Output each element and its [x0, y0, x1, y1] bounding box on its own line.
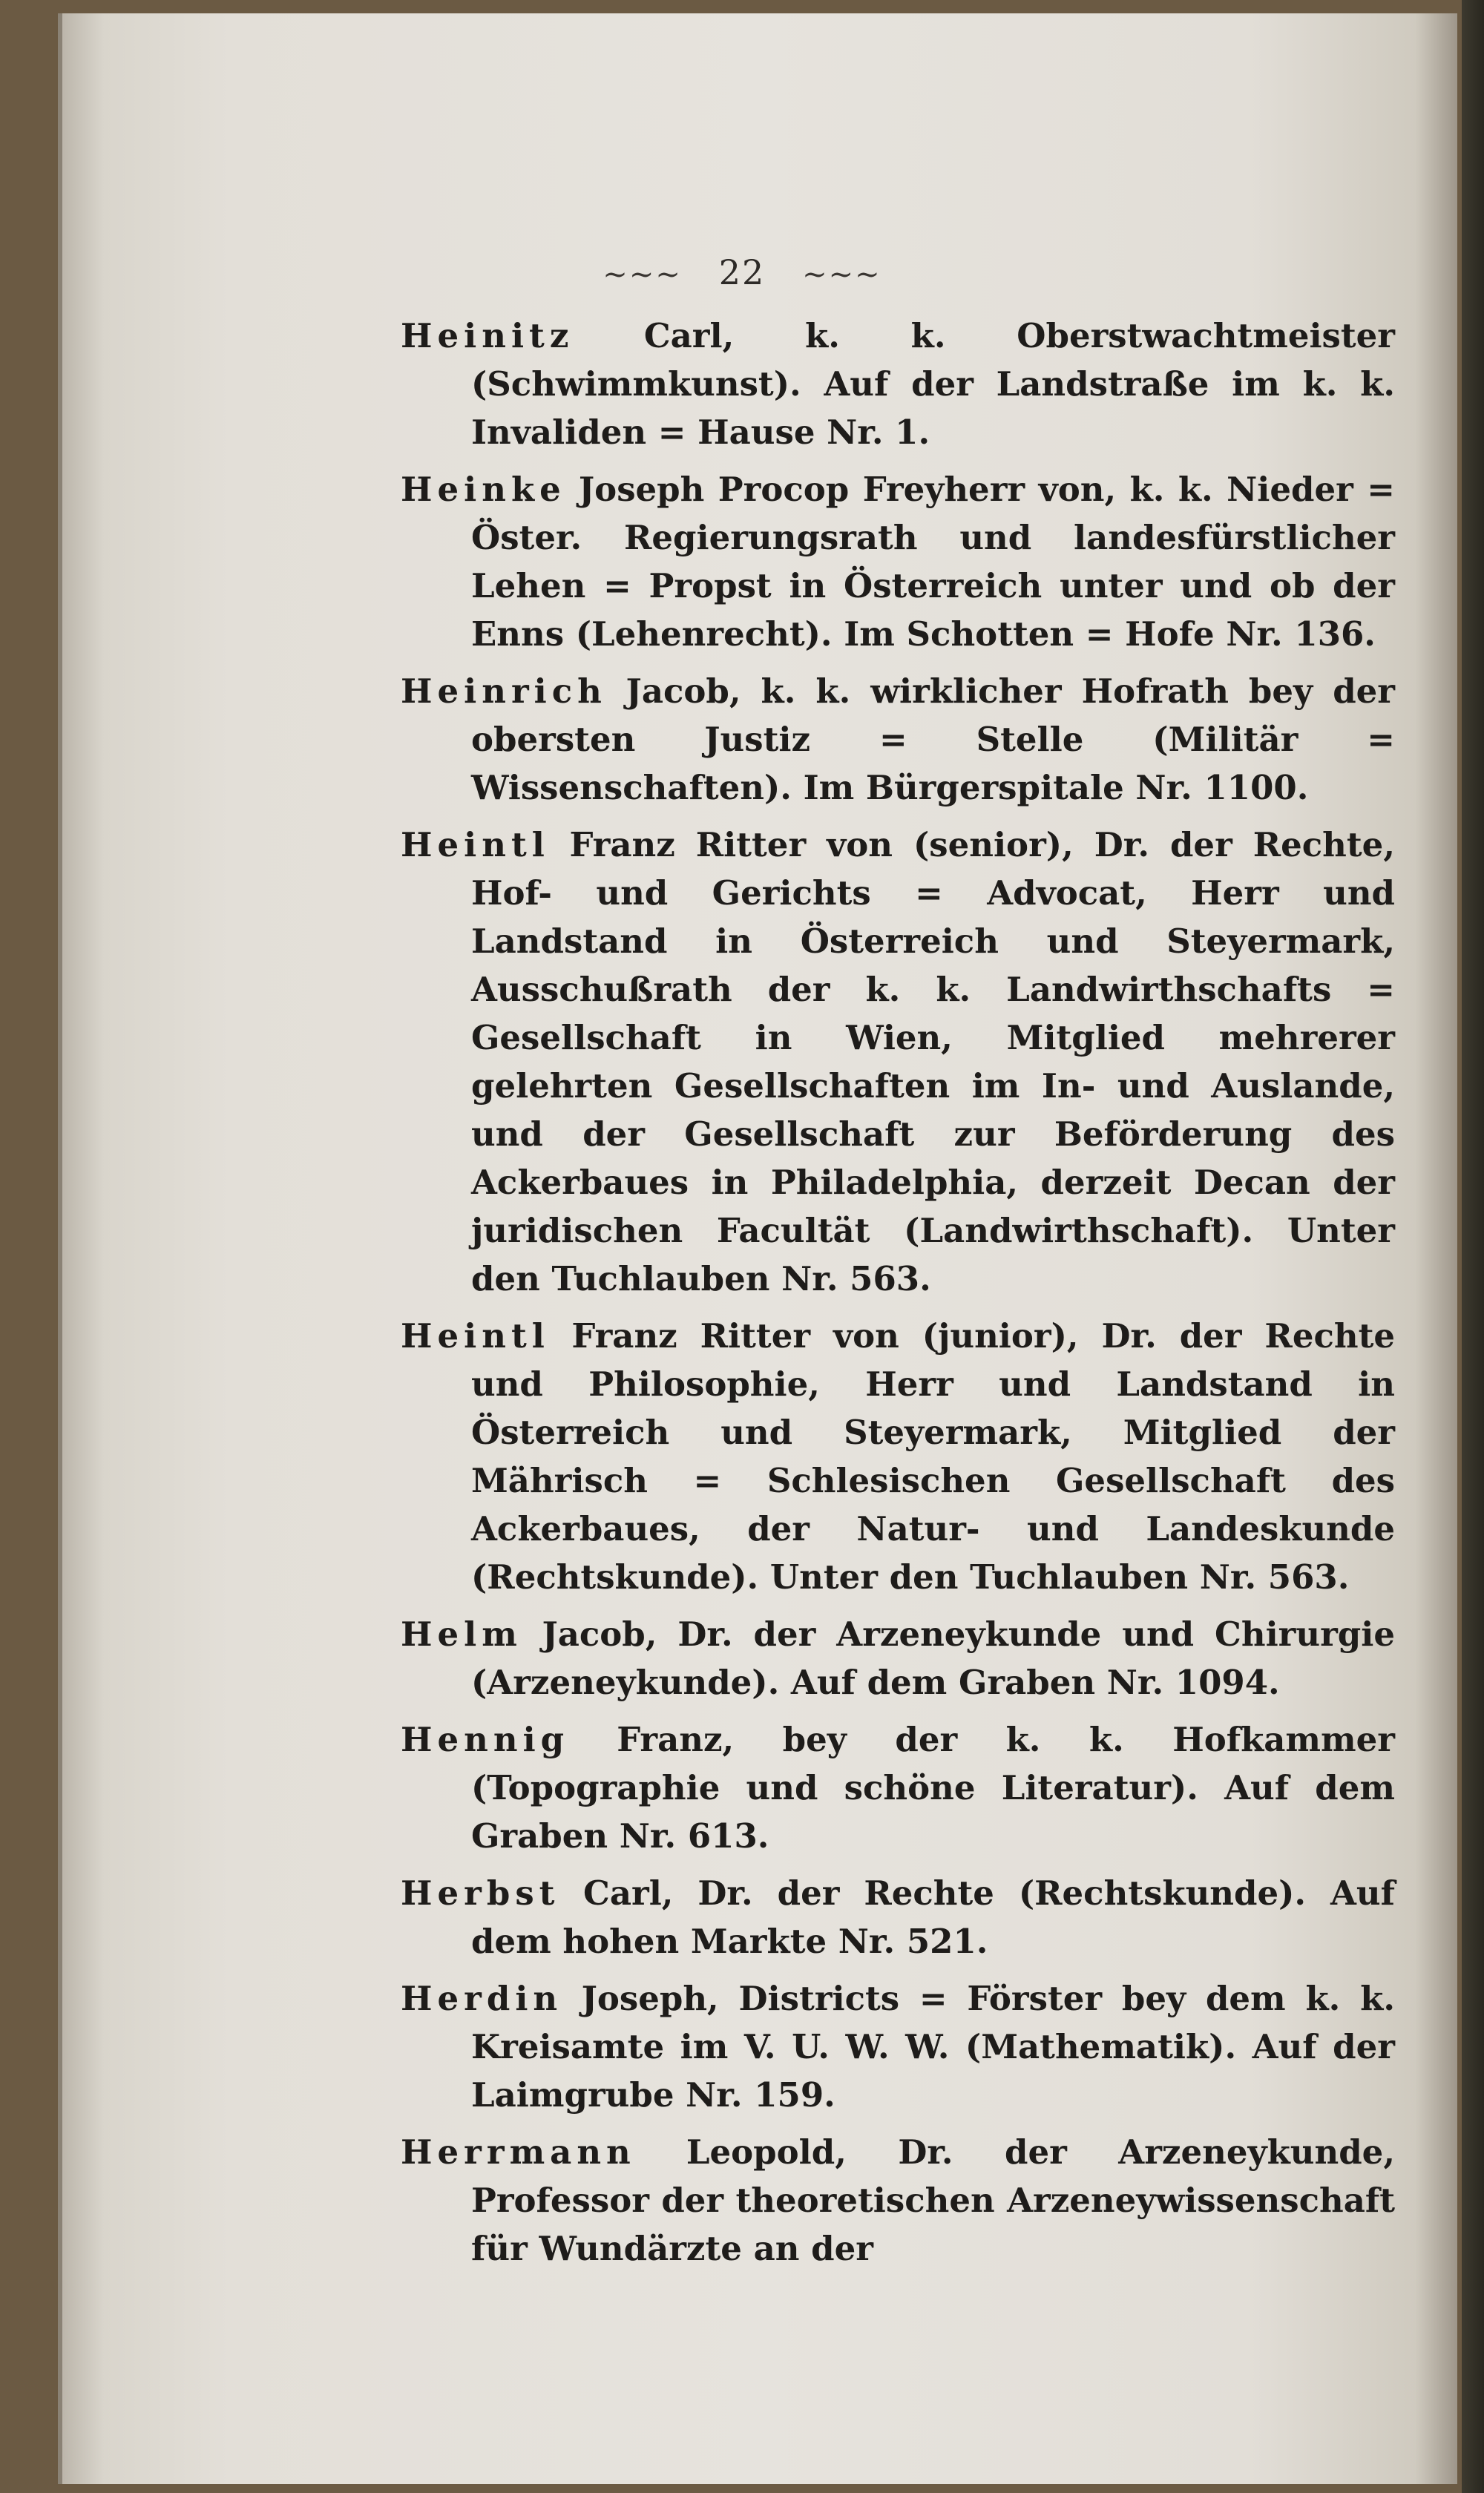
entry-helm	[401, 1610, 1395, 1707]
entry-name: Hennig	[401, 1720, 570, 1759]
entry-name: Heinrich	[401, 671, 607, 711]
entry-heintl-junior	[401, 1312, 1395, 1601]
entry-name: Heinke	[401, 470, 566, 509]
entry-text: Franz Ritter von (junior), Dr. der Rechte und Philosophie, Herr und Landstand in Österreich und Steyermark, Mitglied der Mährisch = Schlesischen Gesellschaft des Ackerbaues, der Natur- und Landeskunde (Rechtskunde). Unter den Tuchlauben Nr. 563.	[471, 1316, 1395, 1597]
entry-text: Carl, k. k. Oberstwachtmeister (Schwimmkunst). Auf der Landstraße im k. k. Invaliden = Hause Nr. 1.	[471, 316, 1395, 452]
page-header	[594, 252, 890, 292]
entry-text: Joseph, Districts = Förster bey dem k. k. Kreisamte im V. U. W. W. (Mathematik). Auf der Laimgrube Nr. 159.	[471, 1979, 1395, 2115]
entry-text: Franz, bey der k. k. Hofkammer (Topographie und schöne Literatur). Auf dem Graben Nr. 613.	[471, 1720, 1395, 1856]
entry-text: Joseph Procop Freyherr von, k. k. Nieder = Öster. Regierungsrath und landesfürstlicher Lehen = Propst in Österreich unter und ob der Enns (Lehenrecht). Im Schotten = Hofe Nr. 136.	[471, 470, 1395, 654]
entry-text: Jacob, Dr. der Arzeneykunde und Chirurgie (Arzeneykunde). Auf dem Graben Nr. 1094.	[471, 1615, 1396, 1702]
header-ornament-right: ~~~	[802, 257, 881, 292]
entry-name: Heinitz	[401, 316, 574, 355]
entry-text: Jacob, k. k. wirklicher Hofrath bey der obersten Justiz = Stelle (Militär = Wissenschaften). Im Bürgerspitale Nr. 1100.	[471, 671, 1395, 807]
entry-name: Heintl	[401, 1316, 550, 1356]
entry-heinrich	[401, 667, 1395, 812]
page-number: 22	[718, 252, 766, 292]
header-ornament-left: ~~~	[603, 257, 682, 292]
entry-heintl-senior	[401, 821, 1395, 1303]
entry-text: Leopold, Dr. der Arzeneykunde, Professor der theoretischen Arzeneywissenschaft für Wundärzte an der	[471, 2132, 1395, 2268]
entry-name: Helm	[401, 1615, 522, 1654]
entry-heinitz	[401, 312, 1395, 456]
directory-entries	[401, 312, 1395, 2282]
entry-herdin	[401, 1974, 1395, 2119]
entry-hennig	[401, 1715, 1395, 1860]
page-edge	[1462, 0, 1484, 2493]
entry-text: Franz Ritter von (senior), Dr. der Rechte, Hof- und Gerichts = Advocat, Herr und Landstand in Österreich und Steyermark, Ausschußrath der k. k. Landwirthschafts = Gesellschaft in Wien, Mitglied mehrerer gelehrten Gesellschaften im In- und Auslande, und der Gesellschaft zur Beförderung des Ackerbaues in Philadelphia, derzeit Decan der juridischen Facultät (Landwirthschaft). Unter den Tuchlauben Nr. 563.	[471, 825, 1395, 1298]
entry-name: Herbst	[401, 1873, 560, 1913]
entry-name: Herrmann	[401, 2132, 636, 2172]
entry-herbst	[401, 1869, 1395, 1965]
entry-name: Heintl	[401, 825, 550, 864]
entry-name: Herdin	[401, 1979, 563, 2018]
entry-heinke	[401, 465, 1395, 658]
entry-herrmann	[401, 2128, 1395, 2273]
entry-text: Carl, Dr. der Rechte (Rechtskunde). Auf dem hohen Markte Nr. 521.	[471, 1873, 1395, 1961]
